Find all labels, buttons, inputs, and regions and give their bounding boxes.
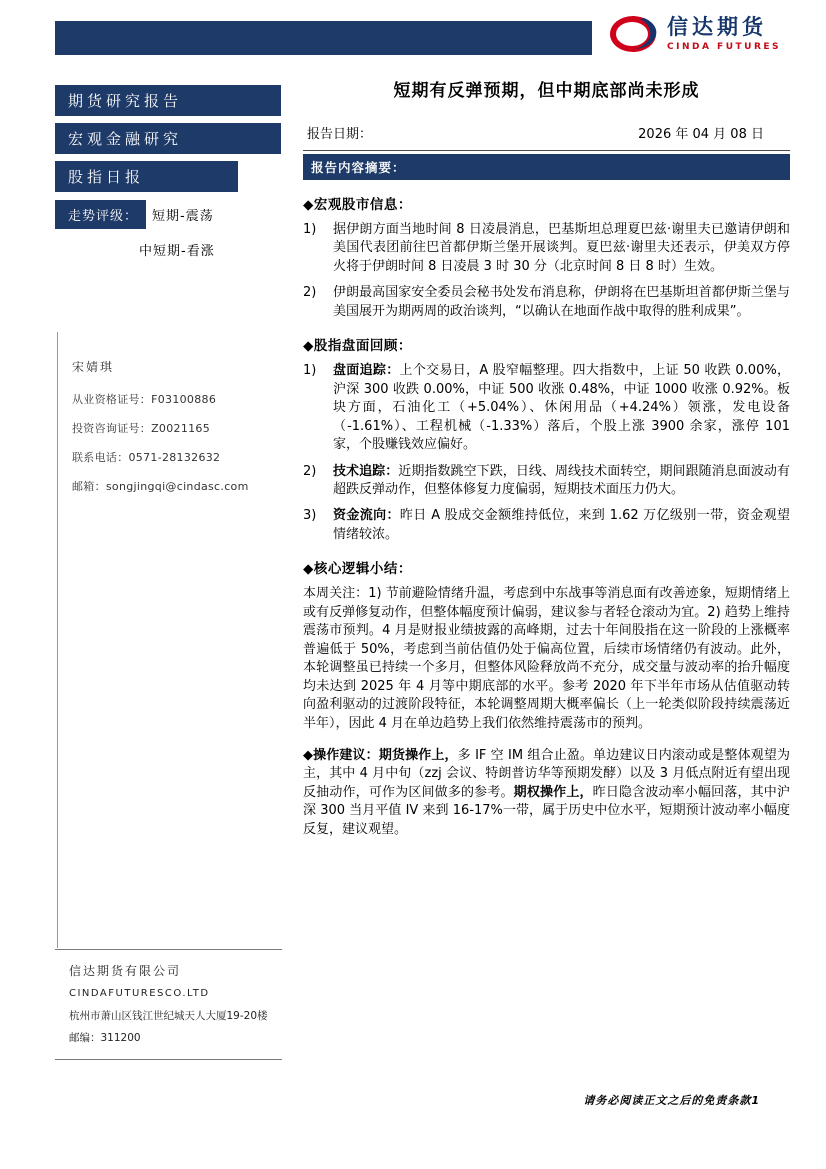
report-date-row	[303, 123, 790, 151]
analyst-info-panel	[57, 332, 279, 948]
section-heading-logic: ◆核心逻辑小结：	[303, 561, 412, 578]
item-body: 上个交易日，A 股窄幅整理。四大指数中，上证 50 收跌 0.00%，沪深 300 收跌 0.00%，中证 500 收涨 0.48%，中证 1000 收涨 0.92%。板块方面，石油化工（+5.04%）、休闲用品（+4.24%）领涨，发电设备（-1.61%）、工程机械（-1.33%）落后，个股上涨 3900 余家，涨停 101 家，个股赚钱效应偏好。	[333, 363, 790, 453]
trend-rating-short-term: 短期-震荡	[152, 209, 214, 224]
item-lead: 技术追踪：	[333, 463, 399, 479]
item-number: 3)	[303, 508, 317, 524]
item-number: 1)	[303, 222, 317, 237]
logo-name-en: CINDA FUTURES	[667, 42, 782, 53]
disclaimer-note: 请务必阅读正文之后的免责条款1	[583, 1094, 760, 1107]
cinda-swoosh-icon	[608, 12, 660, 56]
company-name-en: CINDAFUTURESCO.LTD	[69, 988, 210, 999]
company-address: 杭州市萧山区钱江世纪城天人大厦19-20楼	[69, 1010, 268, 1022]
section-heading-review: ◆股指盘面回顾：	[303, 338, 412, 355]
analyst-email: 邮箱：songjingqi@cindasc.com	[72, 480, 249, 493]
section-heading-macro: ◆宏观股市信息：	[303, 197, 412, 213]
trend-rating-row	[55, 200, 215, 229]
advice-lead-options: 期权操作上，	[513, 784, 593, 800]
macro-item-2	[303, 284, 790, 321]
item-number: 2)	[303, 285, 317, 301]
sidebar-report-series: 股指日报	[55, 161, 238, 192]
advice-paragraph	[303, 747, 790, 839]
item-text	[333, 507, 790, 544]
item-body: 近期指数跳空下跌，日线、周线技术面转空，期间跟随消息面波动有超跌反弹动作，但整体修复力度偏弱，短期技术面压力仍大。	[333, 463, 790, 497]
item-body: 昨日 A 股成交金额维持低位，来到 1.62 万亿级别一带，资金观望情绪较浓。	[333, 508, 790, 542]
review-item-1	[303, 362, 790, 454]
item-number: 2)	[303, 463, 317, 479]
review-item-2	[303, 463, 790, 500]
summary-bar: 报告内容摘要：	[303, 154, 790, 180]
analyst-practice-cert: 从业资格证号：F03100886	[72, 393, 217, 406]
logic-paragraph: 本周关注：1) 节前避险情绪升温，考虑到中东战事等消息面有改善迹象，短期情绪上或有反弹修复动作，但整体幅度预计偏弱，建议参与者轻仓滚动为宜。2) 趋势上维持震荡市预判。4 月是财报业绩披露的高峰期，过去十年间股指在这一阶段的上涨概率普遍低于 50%，考虑到当前估值仍处于偏高位置，后续市场情绪仍有波动。此外，本轮调整虽已持续一个多月，但整体风险释放尚不充分，成交量与波动率的抬升幅度均未达到 2025 年 4 月等中期底部的水平。参考 2020 年下半年市场从估值驱动转向盈利驱动的过渡阶段特征，本轮调整周期大概率偏长（上一轮类似阶段持续震荡近半年），因此 4 月在单边趋势上我们依然维持震荡市的预判。	[303, 586, 790, 731]
trend-rating-label: 走势评级：	[55, 200, 146, 229]
item-text: 伊朗最高国家安全委员会秘书处发布消息称，伊朗将在巴基斯坦首都伊斯兰堡与美国展开为期两周的政治谈判，“以确认在地面作战中取得的胜利成果”。	[333, 285, 790, 319]
advice-heading: ◆操作建议：	[303, 747, 379, 763]
item-lead: 资金流向：	[333, 508, 400, 524]
macro-item-1	[303, 221, 790, 276]
item-number: 1)	[303, 363, 317, 379]
sidebar-research-field: 宏观金融研究	[55, 123, 281, 154]
report-body	[303, 76, 790, 847]
logo-text	[667, 16, 781, 52]
item-text	[333, 362, 790, 454]
report-title: 短期有反弹预期，但中期底部尚未形成	[393, 81, 700, 101]
trend-rating-mid-term: 中短期-看涨	[139, 244, 215, 259]
company-info-panel	[55, 949, 282, 1060]
analyst-phone: 联系电话：0571-28132632	[72, 451, 221, 464]
sidebar-report-type: 期货研究报告	[55, 85, 281, 116]
company-logo	[608, 8, 781, 60]
header-accent-bar	[55, 21, 592, 55]
analyst-name: 宋婧琪	[72, 360, 115, 374]
advice-lead-futures: 期货操作上，	[378, 747, 458, 763]
advice-text-futures: 多 IF 空 IM 组合止盈。单边建议日内滚动或是整体观望为主，其中 4 月中旬（zzj 会议、特朗普访华等预期发酵）以及 3 月低点附近有望出现反抽动作，可作为区间做多的参考。	[303, 747, 790, 800]
advice-text-options: 昨日隐含波动率小幅回落，其中沪深 300 当月平值 IV 来到 16-17%一带，属于历史中位水平，短期预计波动率小幅度反复，建议观望。	[303, 784, 790, 837]
trend-rating	[55, 200, 215, 259]
company-postcode: 邮编：311200	[69, 1032, 141, 1044]
item-lead: 盘面追踪：	[333, 363, 400, 379]
item-text	[333, 463, 790, 500]
analyst-advisory-cert: 投资咨询证号：Z0021165	[72, 422, 211, 435]
company-name-cn: 信达期货有限公司	[69, 964, 182, 978]
logo-name-cn: 信达期货	[667, 14, 767, 39]
review-item-3	[303, 507, 790, 544]
report-date-value: 2026 年 04 月 08 日	[638, 127, 764, 142]
item-text: 据伊朗方面当地时间 8 日凌晨消息，巴基斯坦总理夏巴兹·谢里夫已邀请伊朗和美国代表团前往巴首都伊斯兰堡开展谈判。夏巴兹·谢里夫还表示，伊美双方停火将于伊朗时间 8 日凌晨 3 时 30 分（北京时间 8 日 8 时）生效。	[333, 222, 790, 274]
report-date-label: 报告日期：	[307, 127, 373, 142]
